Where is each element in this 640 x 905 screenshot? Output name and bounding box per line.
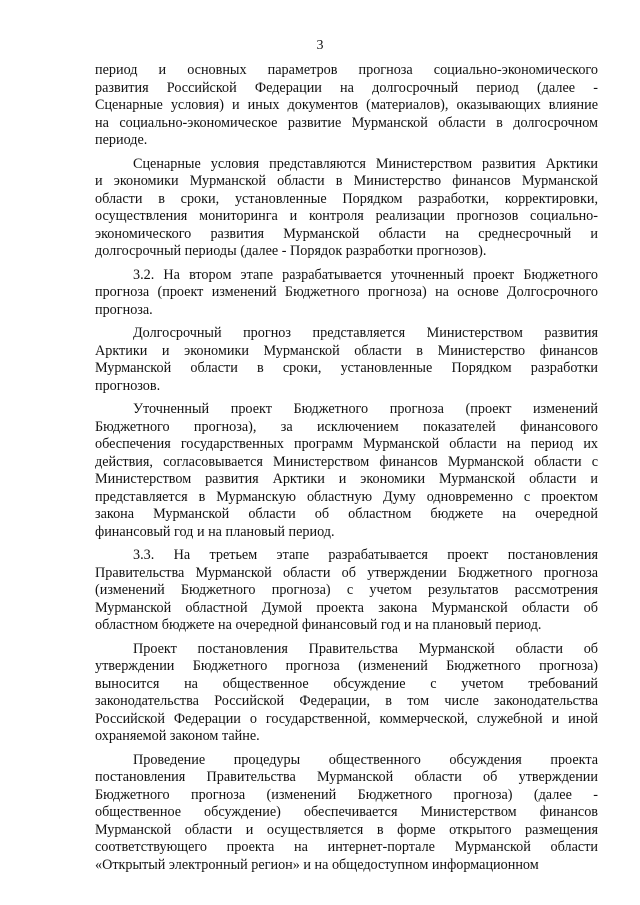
text-line: «Открытый электронный регион» и на общедоступном информационном [95, 856, 539, 873]
text-line: закона Мурманской области об областном бюджете на очередной [95, 506, 598, 522]
text-line: прогноза (проект изменений Бюджетного прогноза) на основе Долгосрочного [95, 284, 598, 300]
paragraph [95, 752, 598, 875]
text-line: 3.2. На втором этапе разрабатывается уточненный проект Бюджетного [133, 266, 598, 283]
text-line: постановления Правительства Мурманской области об утверждении [95, 769, 598, 785]
text-line: Мурманской областной Думой проекта закона Мурманской области об [95, 599, 598, 616]
text-line: выносится на общественное обсуждение с учетом требований [95, 675, 598, 692]
text-line: обеспечения государственных программ Мурманской области на период их [95, 436, 598, 452]
text-line: долгосрочный периоды (далее - Порядок разработки прогнозов). [95, 243, 487, 259]
text-line: областном бюджете на очередной финансовый год и на плановый период. [95, 617, 542, 633]
text-line: Арктики и экономики Мурманской области в Министерство финансов [95, 342, 598, 359]
paragraph [95, 641, 598, 746]
text-line: Проект постановления Правительства Мурманской области об [133, 640, 598, 657]
text-line: на социально-экономическое развитие Мурманской области в долгосрочном [95, 114, 598, 131]
document-body [95, 62, 598, 880]
text-line: экономического развития Мурманской области на среднесрочный и [95, 225, 598, 242]
text-line: Проведение процедуры общественного обсуждения проекта [133, 751, 598, 768]
text-line: утверждении Бюджетного прогноза (изменений Бюджетного прогноза) [95, 658, 598, 674]
text-line: законодательства Российской Федерации, в том числе законодательства [95, 693, 598, 709]
text-line: 3.3. На третьем этапе разрабатывается проект постановления [133, 547, 598, 563]
text-line: осуществления мониторинга и контроля реализации прогнозов социально- [95, 208, 598, 224]
text-line: охраняемой законом тайне. [95, 728, 260, 744]
text-line: Сценарные условия) и иных документов (материалов), оказывающих влияние [95, 97, 598, 113]
paragraph [95, 547, 598, 635]
text-line: Сценарные условия представляются Министерством развития Арктики [133, 155, 598, 172]
text-line: прогноза. [95, 301, 153, 318]
text-line: Бюджетного прогноза (изменений Бюджетного прогноза) (далее - [95, 786, 598, 803]
paragraph [95, 62, 598, 150]
text-line: период и основных параметров прогноза социально-экономического [95, 62, 598, 78]
text-line: Министерством развития Арктики и экономики Мурманской области и [95, 471, 598, 487]
text-line: финансовый год и на плановый период. [95, 523, 335, 540]
text-line: Уточненный проект Бюджетного прогноза (проект изменений [133, 401, 598, 417]
text-line: общественное обсуждение) обеспечивается Министерством финансов [95, 804, 598, 820]
text-line: действия, согласовывается Министерством финансов Мурманской области с [95, 453, 598, 470]
text-line: Российской Федерации о государственной, коммерческой, служебной и иной [95, 710, 598, 727]
text-line: прогнозов. [95, 377, 161, 394]
text-line: Долгосрочный прогноз представляется Министерством развития [133, 325, 598, 341]
text-line: области в сроки, установленные Порядком разработки, корректировки, [95, 190, 598, 207]
paragraph [95, 267, 598, 320]
text-line: развития Российской Федерации на долгосрочный период (далее - [95, 79, 598, 96]
text-line: соответствующего проекта на интернет-портале Мурманской области [95, 839, 598, 855]
text-line: периоде. [95, 132, 148, 148]
text-line: Правительства Мурманской области об утверждении Бюджетного прогноза [95, 564, 598, 581]
text-line: Мурманской области и осуществляется в форме открытого размещения [95, 821, 598, 838]
text-line: и экономики Мурманской области в Министерство финансов Мурманской [95, 173, 598, 189]
paragraph [95, 325, 598, 395]
text-line: Мурманской области в сроки, установленные Порядком разработки [95, 360, 598, 376]
paragraph [95, 156, 598, 261]
text-line: Бюджетного прогноза), за исключением показателей финансового [95, 418, 598, 435]
page-number: 3 [316, 38, 324, 53]
text-line: представляется в Мурманскую областную Думу одновременно с проектом [95, 488, 598, 505]
text-line: (изменений Бюджетного прогноза) с учетом результатов рассмотрения [95, 582, 598, 598]
paragraph [95, 401, 598, 541]
